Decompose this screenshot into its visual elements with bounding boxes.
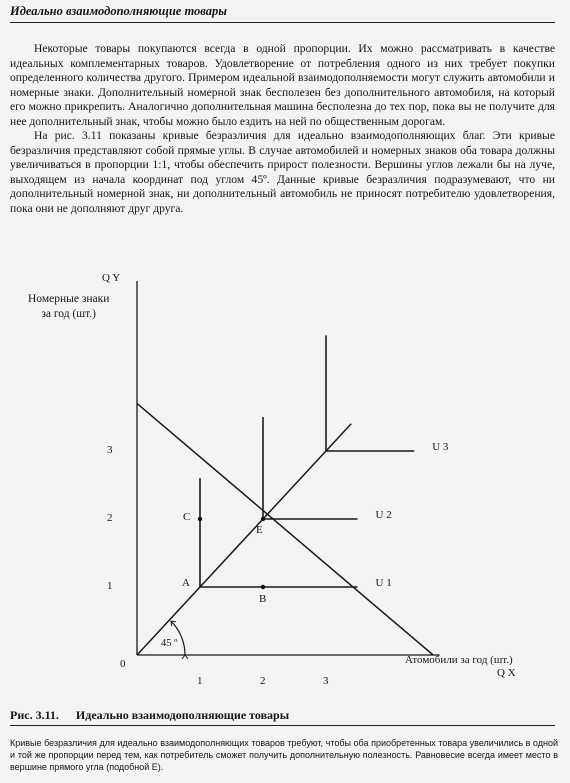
y-tick-label-1: 1 xyxy=(107,580,113,592)
running-header: Идеально взаимодополняющие товары xyxy=(10,4,555,23)
curve-label-u3: U 3 xyxy=(432,441,449,453)
y-axis-title-line-2: за год (шт.) xyxy=(41,308,97,320)
ray-45-line xyxy=(137,424,351,655)
figure-number: Рис. 3.11. xyxy=(10,708,59,722)
x-tick-label-1: 1 xyxy=(197,675,203,687)
figure-caption-text: Кривые безразличия для идеально взаимодополняющих товаров требуют, чтобы оба приобретенных товара увеличились в одной и той же пропорции перед тем, как потребитель сможет получить дополнительную полезность. Равновесие всегда имеет место в вершине прямого угла (подобной Е). xyxy=(10,738,558,772)
curve-label-u1: U 1 xyxy=(375,577,392,589)
x-axis-symbol: Q X xyxy=(497,667,516,679)
point-marker-b xyxy=(261,585,265,589)
angle-label: 45 º xyxy=(161,638,178,649)
paragraph-1: Некоторые товары покупаются всегда в одной пропорции. Их можно рассматривать в качестве идеальных комплементарных товаров. Удовлетворение от потребления одного из них требует покупки определенного количества другого. Примером идеальной взаимодополняемости могут служить автомобили и номерные знаки. Дополнительный номерной знак бесполезен без дополнительного автомобиля, на который его можно прикрепить. Аналогично дополнительная машина бесполезна до тех пор, пока вы не получите для нее дополнительный знак, чтобы можно было ездить на ней по общественным дорогам. xyxy=(10,42,555,128)
point-label-b: B xyxy=(259,593,267,605)
y-axis-symbol: Q Y xyxy=(102,272,121,284)
point-label-a: A xyxy=(182,577,190,589)
paragraph-2: На рис. 3.11 показаны кривые безразличия для идеально взаимодополняющих благ. Эти кривые безразличия представляют собой прямые углы. В случае автомобилей и номерных знаков оба товара должны увеличиваться в пропорции 1:1, чтобы обеспечить прирост полезности. Вершины углов лежали бы на луче, выходящем из начала координат под углом 45º. Данные кривые безразличия подразумевают, что ни дополнительный номерной знак, ни дополнительный автомобиль не приносят потребителю удовлетворения, пока они не дополняют друг друга. xyxy=(10,129,555,215)
x-tick-label-3: 3 xyxy=(323,675,329,687)
point-marker-e xyxy=(261,517,265,521)
y-tick-label-3: 3 xyxy=(107,444,113,456)
origin-label: 0 xyxy=(120,658,126,670)
x-tick-label-2: 2 xyxy=(260,675,266,687)
budget-line xyxy=(137,403,433,655)
x-axis-title: Атомобили за год (шт.) xyxy=(405,654,513,666)
figure-title: Идеально взаимодополняющие товары xyxy=(75,708,290,722)
point-marker-c xyxy=(198,517,202,521)
point-label-e: E xyxy=(256,524,263,536)
y-tick-label-2: 2 xyxy=(107,512,113,524)
figure-caption-title xyxy=(10,708,555,726)
y-axis-title-line-1: Номерные знаки xyxy=(28,293,110,305)
curve-label-u2: U 2 xyxy=(375,509,392,521)
point-label-c: C xyxy=(183,511,191,523)
